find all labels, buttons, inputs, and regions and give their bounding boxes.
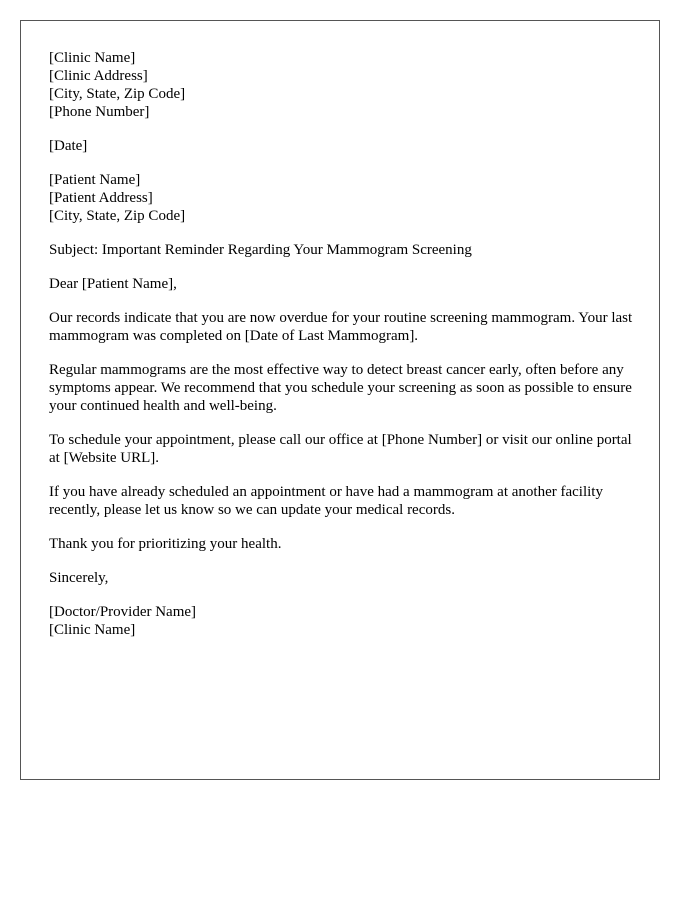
- letter-frame: [20, 20, 660, 780]
- signature-block: [49, 603, 639, 639]
- recipient-city-state-zip: [City, State, Zip Code]: [49, 208, 186, 224]
- paragraph-overdue: Our records indicate that you are now overdue for your routine screening mammogram. Your last mammogram was completed on [Date of Last Mammogram].: [49, 310, 633, 344]
- letter-body: [49, 49, 639, 655]
- sender-city-state-zip: [City, State, Zip Code]: [49, 86, 186, 102]
- signature-clinic: [Clinic Name]: [49, 622, 136, 638]
- signature-provider: [Doctor/Provider Name]: [49, 604, 197, 620]
- letter-closing: Sincerely,: [49, 570, 109, 586]
- letter-salutation: Dear [Patient Name],: [49, 276, 177, 292]
- sender-block: [49, 49, 639, 121]
- paragraph-importance: Regular mammograms are the most effective way to detect breast cancer early, often before any symptoms appear. We recommend that you schedule your screening as soon as possible to ensure your continued health and well-being.: [49, 362, 632, 414]
- letter-subject: Subject: Important Reminder Regarding Your Mammogram Screening: [49, 242, 472, 258]
- paragraph-already-scheduled: If you have already scheduled an appointment or have had a mammogram at another facility recently, please let us know so we can update your medical records.: [49, 484, 603, 518]
- date-block: [49, 137, 639, 155]
- letter-date: [Date]: [49, 138, 88, 154]
- recipient-name: [Patient Name]: [49, 172, 141, 188]
- recipient-block: [49, 171, 639, 225]
- paragraph-thanks: Thank you for prioritizing your health.: [49, 536, 282, 552]
- sender-clinic-address: [Clinic Address]: [49, 68, 148, 84]
- paragraph-schedule: To schedule your appointment, please call our office at [Phone Number] or visit our online portal at [Website URL].: [49, 432, 632, 466]
- sender-phone: [Phone Number]: [49, 104, 150, 120]
- sender-clinic-name: [Clinic Name]: [49, 50, 136, 66]
- recipient-address: [Patient Address]: [49, 190, 153, 206]
